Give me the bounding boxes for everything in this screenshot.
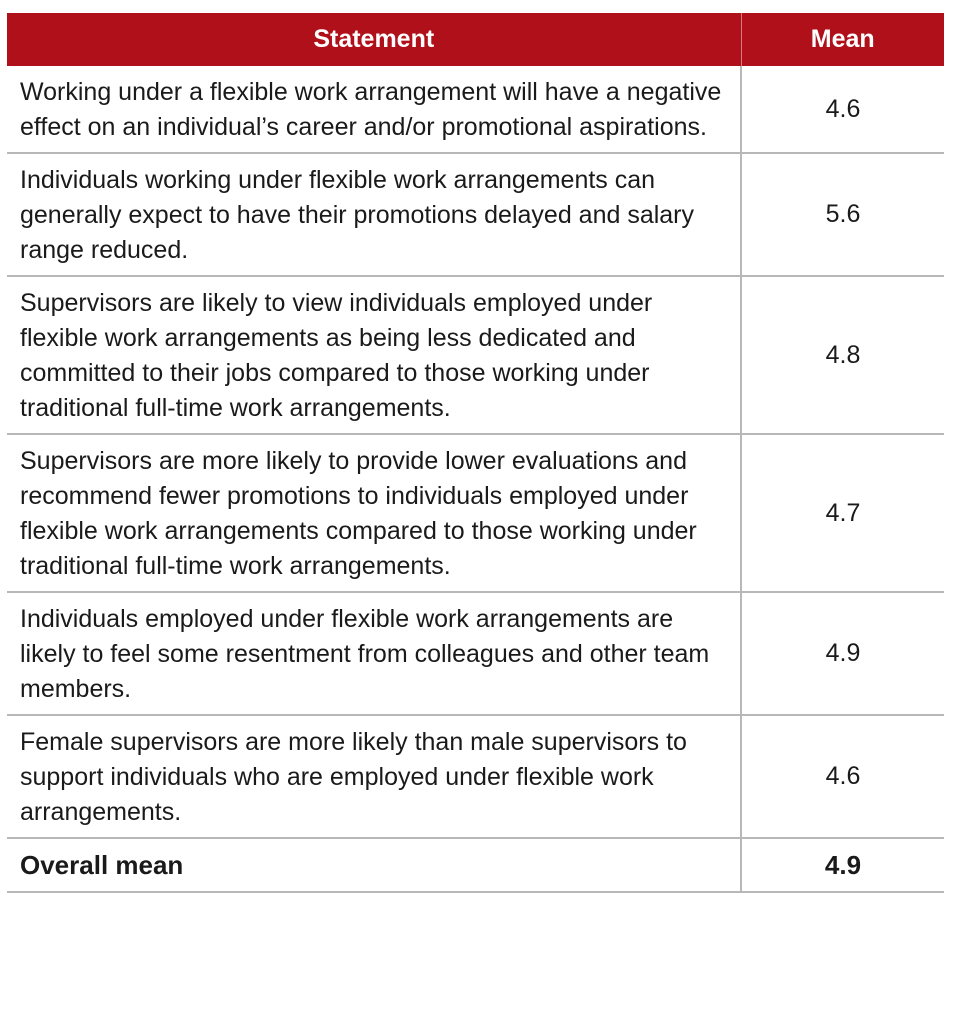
statement-cell: Individuals working under flexible work arrangements can generally expect to have their promotions delayed and salary range reduced. bbox=[7, 153, 741, 276]
statement-cell: Working under a flexible work arrangement will have a negative effect on an individual’s career and/or promotional aspirations. bbox=[7, 66, 741, 153]
mean-cell: 4.6 bbox=[741, 715, 944, 838]
table-row bbox=[7, 66, 944, 153]
header-row bbox=[7, 13, 944, 66]
table-row bbox=[7, 592, 944, 715]
mean-ratings-table-container bbox=[7, 13, 944, 893]
mean-cell: 5.6 bbox=[741, 153, 944, 276]
statement-cell: Supervisors are more likely to provide lower evaluations and recommend fewer promotions to individuals employed under flexible work arrangements compared to those working under traditional full-time work arrangements. bbox=[7, 434, 741, 592]
table-row bbox=[7, 276, 944, 434]
table-body bbox=[7, 66, 944, 892]
mean-cell: 4.6 bbox=[741, 66, 944, 153]
header-mean: Mean bbox=[741, 13, 944, 66]
statement-cell: Female supervisors are more likely than male supervisors to support individuals who are employed under flexible work arrangements. bbox=[7, 715, 741, 838]
mean-ratings-table bbox=[7, 13, 944, 893]
table-row bbox=[7, 153, 944, 276]
statement-cell: Supervisors are likely to view individuals employed under flexible work arrangements as being less dedicated and committed to their jobs compared to those working under traditional full-time work arrangements. bbox=[7, 276, 741, 434]
table-row bbox=[7, 715, 944, 838]
table-header bbox=[7, 13, 944, 66]
mean-cell: 4.7 bbox=[741, 434, 944, 592]
overall-mean-row bbox=[7, 838, 944, 892]
table-row bbox=[7, 434, 944, 592]
statement-cell: Individuals employed under flexible work arrangements are likely to feel some resentment from colleagues and other team members. bbox=[7, 592, 741, 715]
mean-cell: 4.8 bbox=[741, 276, 944, 434]
overall-mean-label: Overall mean bbox=[7, 838, 741, 892]
header-statement: Statement bbox=[7, 13, 741, 66]
overall-mean-value: 4.9 bbox=[741, 838, 944, 892]
mean-cell: 4.9 bbox=[741, 592, 944, 715]
